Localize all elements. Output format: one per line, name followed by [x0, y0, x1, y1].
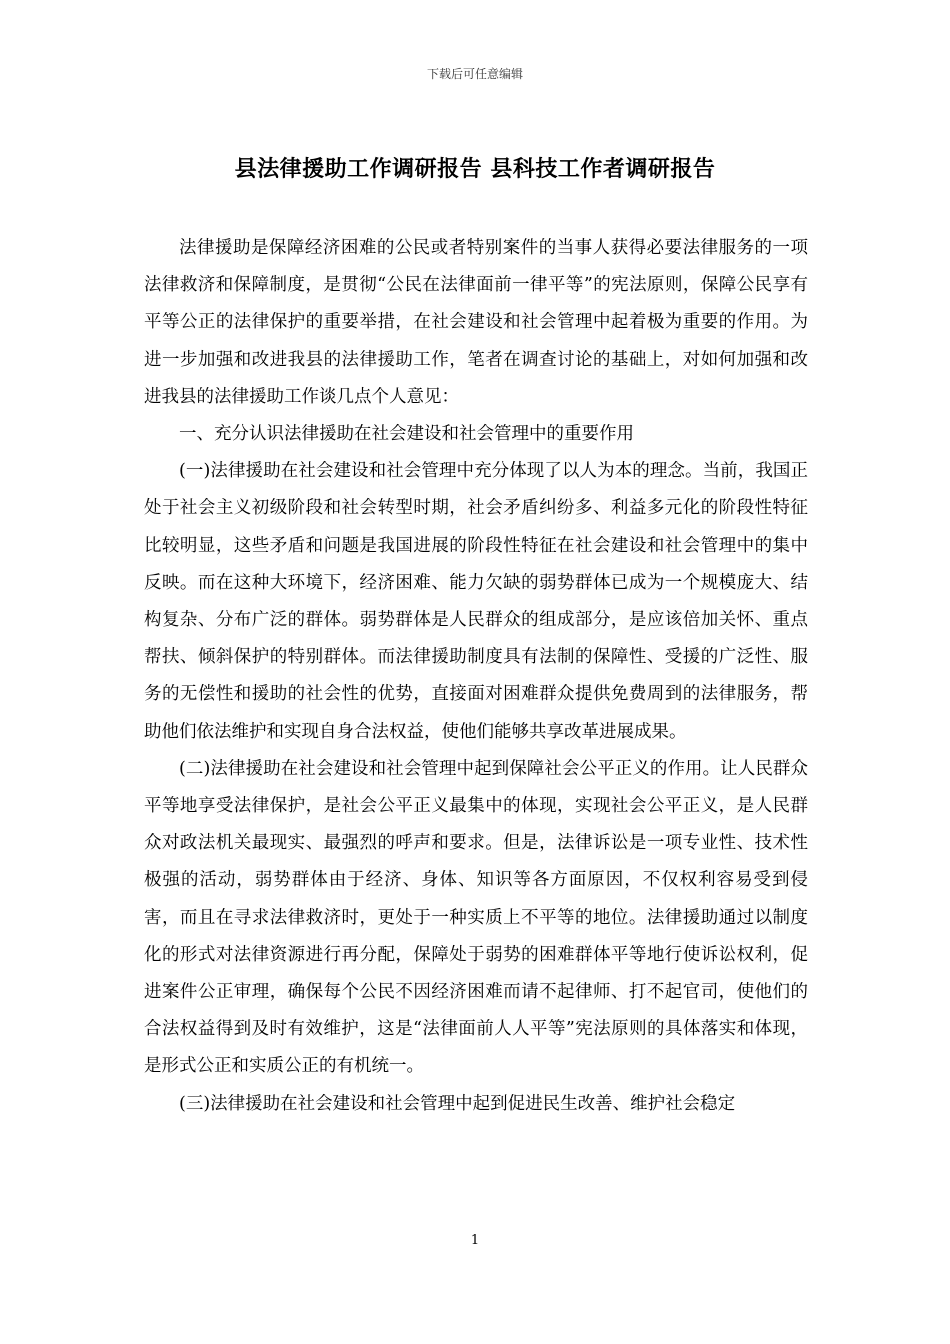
paragraph-subsection-1: (一)法律援助在社会建设和社会管理中充分体现了以人为本的理念。当前，我国正处于社会主义初级阶段和社会转型时期，社会矛盾纠纷多、利益多元化的阶段性特征比较明显，这些矛盾和问题是我国进展的阶段性特征在社会建设和社会管理中的集中反映。而在这种大环境下，经济困难、能力欠缺的弱势群体已成为一个规模庞大、结构复杂、分布广泛的群体。弱势群体是人民群众的组成部分，是应该倍加关怀、重点帮扶、倾斜保护的特别群体。而法律援助制度具有法制的保障性、受援的广泛性、服务的无偿性和援助的社会性的优势，直接面对困难群众提供免费周到的法律服务，帮助他们依法维护和实现自身合法权益，使他们能够共享改革进展成果。 — [144, 461, 808, 742]
document-title: 县法律援助工作调研报告 县科技工作者调研报告 — [234, 156, 716, 182]
document-body — [144, 230, 808, 1123]
page-number: 1 — [470, 1233, 480, 1248]
paragraph-subsection-3: (三)法律援助在社会建设和社会管理中起到促进民生改善、维护社会稳定 — [179, 1093, 736, 1114]
paragraph-subsection-2: (二)法律援助在社会建设和社会管理中起到保障社会公平正义的作用。让人民群众平等地享受法律保护，是社会公平正义最集中的体现，实现社会公平正义，是人民群众对政法机关最现实、最强烈的呼声和要求。但是，法律诉讼是一项专业性、技术性极强的活动，弱势群体由于经济、身体、知识等各方面原因，不仅权利容易受到侵害，而且在寻求法律救济时，更处于一种实质上不平等的地位。法律援助通过以制度化的形式对法律资源进行再分配，保障处于弱势的困难群体平等地行使诉讼权利，促进案件公正审理，确保每个公民不因经济困难而请不起律师、打不起官司，使他们的合法权益得到及时有效维护，这是“法律面前人人平等”宪法原则的具体落实和体现，是形式公正和实质公正的有机统一。 — [144, 758, 808, 1077]
paragraph-intro: 法律援助是保障经济困难的公民或者特别案件的当事人获得必要法律服务的一项法律救济和保障制度，是贯彻“公民在法律面前一律平等”的宪法原则，保障公民享有平等公正的法律保护的重要举措，在社会建设和社会管理中起着极为重要的作用。为进一步加强和改进我县的法律援助工作，笔者在调查讨论的基础上，对如何加强和改进我县的法律援助工作谈几点个人意见： — [144, 238, 808, 407]
header-note: 下载后可任意编辑 — [426, 67, 523, 81]
section-heading-1: 一、充分认识法律援助在社会建设和社会管理中的重要作用 — [179, 424, 634, 445]
